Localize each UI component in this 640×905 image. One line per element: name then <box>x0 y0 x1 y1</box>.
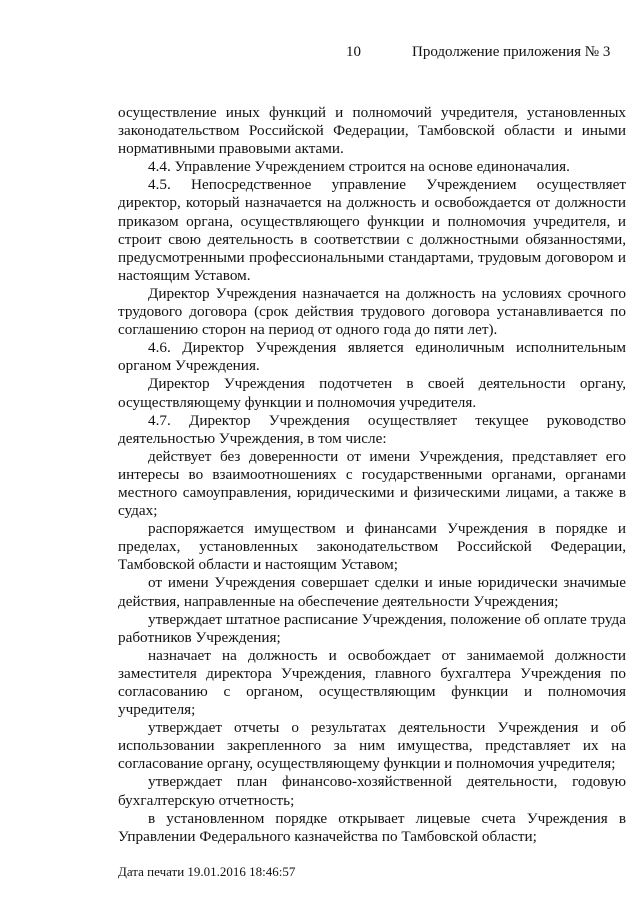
paragraph: утверждает штатное расписание Учреждения, положение об оплате труда работников Учреждения; <box>118 610 626 646</box>
paragraph: 4.7. Директор Учреждения осуществляет текущее руководство деятельностью Учреждения, в том числе: <box>118 411 626 447</box>
paragraph: действует без доверенности от имени Учреждения, представляет его интересы во взаимоотношениях с государственными органами, органами местного самоуправления, юридическими и физическими лицами, а также в судах; <box>118 447 626 520</box>
print-date: Дата печати 19.01.2016 18:46:57 <box>118 864 296 879</box>
paragraph: 4.4. Управление Учреждением строится на основе единоначалия. <box>148 158 570 176</box>
paragraph: от имени Учреждения совершает сделки и иные юридически значимые действия, направленные на обеспечение деятельности Учреждения; <box>118 574 626 610</box>
paragraph: 4.5. Непосредственное управление Учреждением осуществляет директор, который назначается на должность и освобождается от должности приказом органа, осуществляющего функции и полномочия учредителя, и строит свою деятельность в соответствии с должностными обязанностями, предусмотренными профессиональными стандартами, трудовым договором и настоящим Уставом. <box>118 176 626 284</box>
paragraph: Директор Учреждения назначается на должность на условиях срочного трудового договора (срок действия трудового договора устанавливается по соглашению сторон на период от одного года до пяти лет). <box>118 284 626 339</box>
paragraph: назначает на должность и освобождает от занимаемой должности заместителя директора Учреждения, главного бухгалтера Учреждения по согласованию с органом, осуществляющим функции и полномочия учредителя; <box>118 646 626 719</box>
paragraph: 4.6. Директор Учреждения является единоличным исполнительным органом Учреждения. <box>118 339 626 375</box>
paragraph: утверждает план финансово-хозяйственной деятельности, годовую бухгалтерскую отчетность; <box>118 773 626 809</box>
document-body <box>118 104 626 846</box>
paragraph: Директор Учреждения подотчетен в своей деятельности органу, осуществляющему функции и полномочия учредителя. <box>118 375 626 411</box>
paragraph: распоряжается имуществом и финансами Учреждения в порядке и пределах, установленных законодательством Российской Федерации, Тамбовской области и настоящим Уставом; <box>118 520 626 574</box>
paragraph: утверждает отчеты о результатах деятельности Учреждения и об использовании закрепленного за ним имущества, представляет их на согласование органу, осуществляющему функции и полномочия учредителя; <box>118 719 626 773</box>
page-number: 10 <box>346 44 361 60</box>
paragraph: осуществление иных функций и полномочий учредителя, установленных законодательством Российской Федерации, Тамбовской области и иными нормативными правовыми актами. <box>118 104 626 158</box>
paragraph: в установленном порядке открывает лицевые счета Учреждения в Управлении Федерального казначейства по Тамбовской области; <box>118 809 626 845</box>
appendix-continuation-title: Продолжение приложения № 3 <box>412 44 611 60</box>
